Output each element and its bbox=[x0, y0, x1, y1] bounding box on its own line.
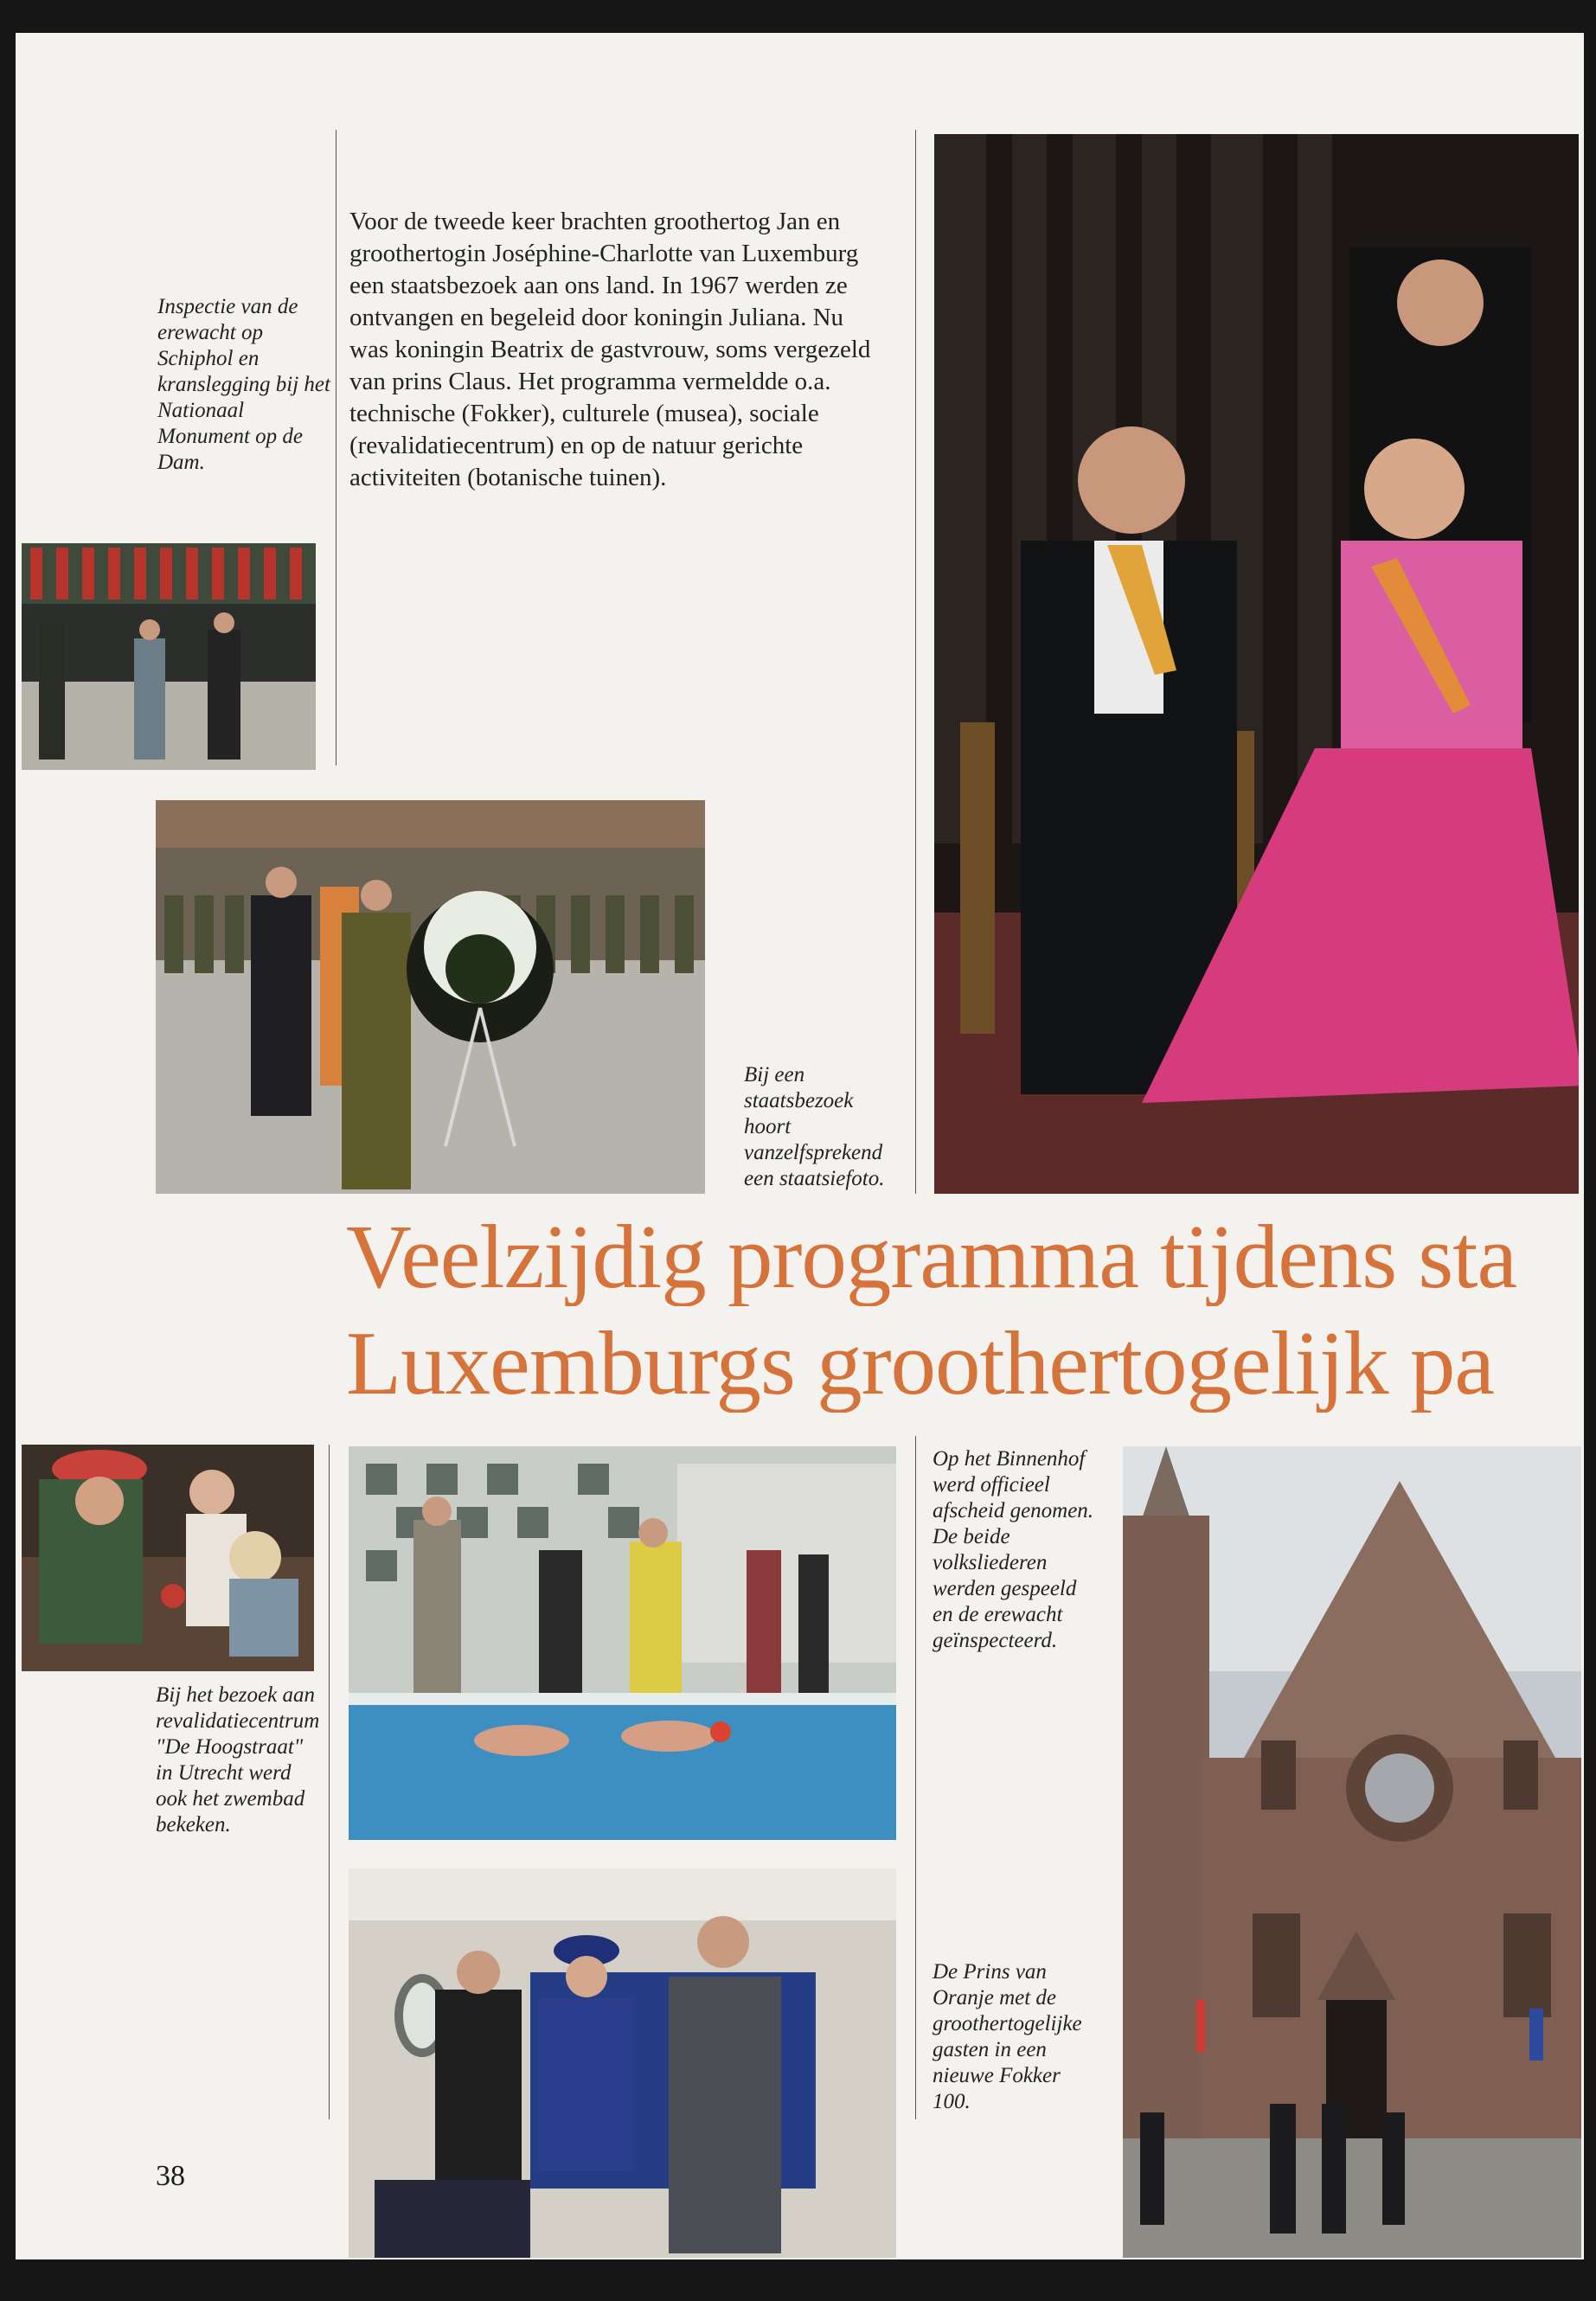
caption-schiphol: Inspectie van de erewacht op Schiphol en kranslegging bij het Nationaal Monument op de Dam. bbox=[157, 295, 330, 474]
page-edge-left bbox=[0, 33, 16, 2301]
column-rule bbox=[915, 1436, 916, 2119]
photo-binnenhof bbox=[1123, 1446, 1581, 2258]
page-number: 38 bbox=[156, 2160, 185, 2192]
page-edge-top bbox=[0, 0, 1596, 33]
photo-fokker-cabin bbox=[349, 1868, 896, 2258]
photo-rehab-crafts bbox=[22, 1445, 314, 1671]
headline-line-2: Luxemburgs groothertogelijk pa bbox=[346, 1313, 1494, 1413]
caption-revalidatie: Bij het bezoek aan revalidatiecentrum "De Hoogstraat" in Utrecht werd ook het zwembad bekeken. bbox=[156, 1683, 320, 1836]
page-edge-right bbox=[1584, 33, 1596, 2301]
page-edge-bottom bbox=[0, 2259, 1596, 2301]
caption-staatsiefoto: Bij een staatsbezoek hoort vanzelfsprekend een staatsiefoto. bbox=[744, 1063, 885, 1190]
column-rule bbox=[336, 130, 337, 766]
caption-binnenhof: Op het Binnenhof werd officieel afscheid genomen. De beide volksliederen werden gespeeld en de erewacht geïnspecteerd. bbox=[933, 1447, 1094, 1652]
headline-line-1: Veelzijdig programma tijdens sta bbox=[346, 1207, 1517, 1306]
caption-fokker: De Prins van Oranje met de groothertogelijke gasten in een nieuwe Fokker 100. bbox=[933, 1960, 1082, 2113]
photo-state-portrait bbox=[934, 134, 1579, 1194]
column-rule bbox=[329, 1445, 330, 2119]
photo-wreath-laying bbox=[156, 800, 705, 1194]
intro-text: Voor de tweede keer brachten groothertog Jan en groothertogin Joséphine-Charlotte van Luxemburg een staatsbezoek aan ons land. In 1967 werden ze ontvangen en begeleid door koningin Juliana. Nu was koningin Beatrix de gastvrouw, soms vergezeld van prins Claus. Het programma vermeldde o.a. technische (Fokker), culturele (musea), sociale (revalidatiecentrum) en op de natuur gerichte activiteiten (botanische tuinen). bbox=[349, 208, 871, 491]
photo-swimming-pool bbox=[349, 1446, 896, 1840]
column-rule bbox=[915, 130, 916, 1194]
photo-honour-guard bbox=[22, 543, 316, 770]
